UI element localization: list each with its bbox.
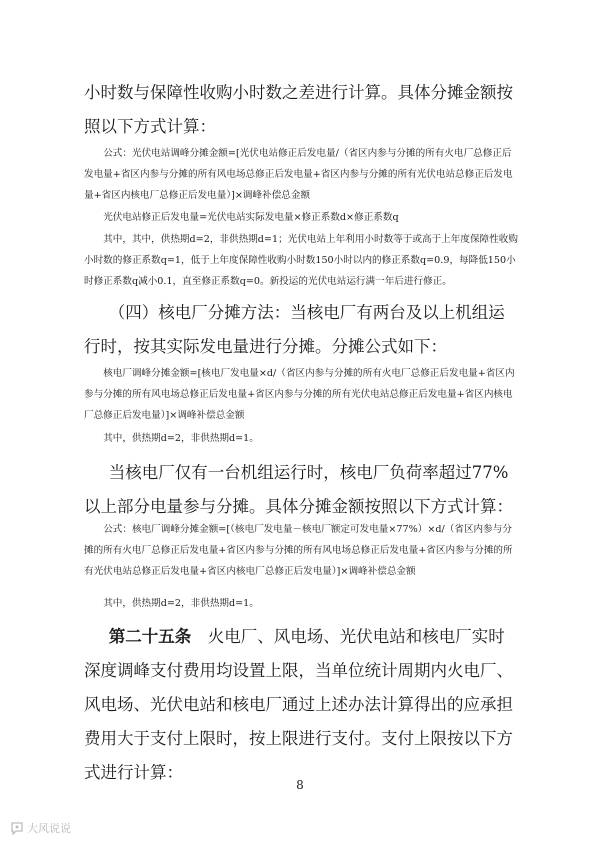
note-pv-coefficients: 其中，其中，供热期d=2，非供热期d=1；光伏电站上年利用小时数等于或高于上年度保障性收购小时数的修正系数q=1，低于上年度保障性收购小时数150小时以内的修正系数q=0.9，每降低150小时修正系数q减小0.1，直至修正系数q=0。新投运的光伏电站运行满一年后进行修正。 — [84, 234, 518, 287]
article-25 — [84, 620, 520, 790]
formula-nuclear-single-unit: 公式：核电厂调峰分摊金额=[（核电厂发电量－核电厂额定可发电量×77%）×d/（省区内参与分摊的所有火电厂总修正后发电量+省区内参与分摊的所有风电场总修正后发电量+省区内参与分摊的所有光伏电站总修正后发电量+省区内核电厂总修正后发电量）]×调峰补偿总金额 — [84, 524, 513, 577]
article-title: 第二十五条 — [108, 627, 192, 646]
article-body: 火电厂、风电场、光伏电站和核电厂实时深度调峰支付费用均设置上限，当单位统计周期内火电厂、风电场、光伏电站和核电厂通过上述办法计算得出的应承担费用大于支付上限时，按上限进行支付。支付上限按以下方式进行计算： — [84, 627, 513, 782]
formula-pv-corrected: 光伏电站修正后发电量=光伏电站实际发电量×修正系数d×修正系数q — [103, 212, 399, 223]
paragraph-single-unit: 当核电厂仅有一台机组运行时，核电厂负荷率超过77%以上部分电量参与分摊。具体分摊金额按照以下方式计算： — [84, 463, 513, 516]
note-nuclear-d: 其中，供热期d=2，非供热期d=1。 — [103, 433, 259, 444]
watermark — [10, 820, 71, 836]
page-number: 8 — [296, 778, 304, 792]
watermark-logo-icon — [10, 821, 24, 835]
watermark-text: 大风说说 — [27, 822, 71, 835]
note-nuclear-d-2: 其中，供热期d=2，非供热期d=1。 — [103, 598, 259, 609]
formula-nuclear-share: 核电厂调峰分摊金额=[核电厂发电量×d/（省区内参与分摊的所有火电厂总修正后发电量+省区内参与分摊的所有风电场总修正后发电量+省区内参与分摊的所有光伏电站总修正后发电量+省区内核电厂总修正后发电量）]×调峰补偿总金额 — [84, 368, 515, 421]
paragraph-nuclear-method: （四）核电厂分摊方法：当核电厂有两台及以上机组运行时，按其实际发电量进行分摊。分摊公式如下： — [84, 303, 505, 356]
formula-pv-share: 公式：光伏电站调峰分摊金额=[光伏电站修正后发电量/（省区内参与分摊的所有火电厂总修正后发电量+省区内参与分摊的所有风电场总修正后发电量+省区内参与分摊的所有光伏电站总修正后发电量+省区内核电厂总修正后发电量）]×调峰补偿总金额 — [84, 148, 513, 201]
paragraph-continuation: 小时数与保障性收购小时数之差进行计算。具体分摊金额按照以下方式计算： — [84, 83, 513, 136]
